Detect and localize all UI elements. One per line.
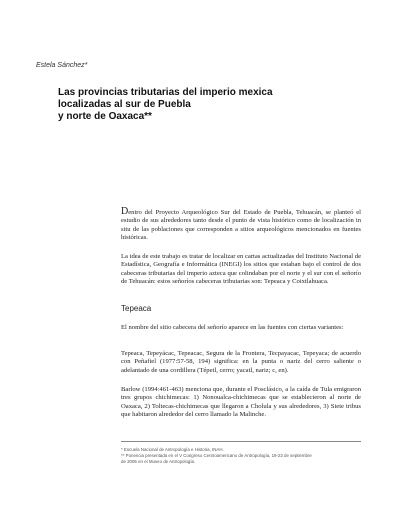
intro-paragraph bbox=[121, 208, 361, 242]
section-heading: Tepeaca bbox=[121, 304, 152, 313]
article-title bbox=[58, 87, 318, 123]
footnote-line: ** Ponencia presentada en el V Congreso Centroamericano de Antropología, 19-23 de septiembre bbox=[121, 453, 312, 458]
title-line: localizadas al sur de Puebla bbox=[58, 99, 191, 110]
intro-paragraph-text: entro del Proyecto Arqueológico Sur del Estado de Puebla, Tehuacán, se planteó el estudio de sus alrededores tanto desde el punto de vista histórico como de localización in situ de las poblaciones que corresponden a sitios arqueológicos mencionados en fuentes históricas. bbox=[121, 209, 361, 241]
body-paragraph: El nombre del sitio cabecera del señorío aparece en las fuentes con ciertas variantes: bbox=[121, 324, 344, 331]
title-line: Las provincias tributarias del imperio mexica bbox=[58, 87, 273, 98]
author-name: Estela Sánchez* bbox=[36, 62, 88, 69]
footnote-line: de 2005 en el Museo de Antropología. bbox=[121, 459, 196, 464]
body-paragraph: Tepeaca, Tepeyácac, Tepeacac, Segura de la Frontera, Tecpayacac, Tepeyaca; de acuerdo con Peñafiel (1977:57-58, 194) significa: en la punta o nariz del cerro saliente o adelantado de una cordillera (Tépetl, cerro; yacatl, nariz; c, en). bbox=[121, 350, 361, 374]
footnotes bbox=[121, 447, 361, 465]
body-paragraph: La idea de este trabajo es tratar de localizar en cartas actualizadas del Instituto Nacional de Estadística, Geografía e Informática (INEGI) los sitios que estaban bajo el control de dos cabeceras tributarias del imperio azteca que colindaban por el norte y el sur con el señorío de Tehuacán: estos señoríos cabeceras tributarias son: Tepeaca y Coixtlahuaca. bbox=[121, 253, 361, 285]
footnote-divider bbox=[121, 441, 361, 442]
title-line: y norte de Oaxaca** bbox=[58, 111, 152, 122]
footnote-line: * Escuela Nacional de Antropología e Historia, INAH. bbox=[121, 447, 224, 452]
dropcap-letter: D bbox=[121, 206, 129, 217]
body-paragraph: Barlow (1994:461-463) menciona que, durante el Posclásico, a la caída de Tula emigraron tres grupos chichimecas: 1) Nonoualca-chichimecas que se establecieron al norte de Oaxaca, 2) Toltecas-chichimecas que llegaron a Cholula y sus alrededores, 3) Siete tribus que habitaron alrededor del cerro llamado la Malinche. bbox=[121, 386, 361, 418]
